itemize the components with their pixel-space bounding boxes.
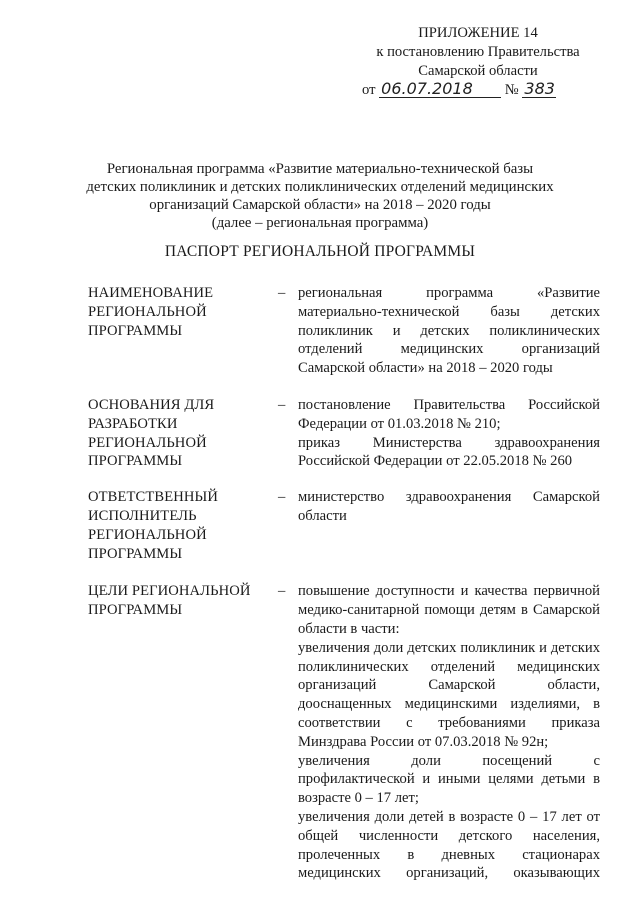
row-dash: – <box>278 583 286 600</box>
appendix-title: ПРИЛОЖЕНИЕ 14 <box>418 25 538 41</box>
passport-row-name <box>88 284 600 378</box>
row-value <box>298 582 600 883</box>
row-label-line: ПРОГРАММЫ <box>88 322 183 339</box>
row-label <box>88 582 278 883</box>
row-label-line: ОТВЕТСТВЕННЫЙ <box>88 489 218 506</box>
row-label-line: РЕГИОНАЛЬНОЙ <box>88 303 207 320</box>
row-label-line: РЕГИОНАЛЬНОЙ <box>88 526 207 543</box>
row-value <box>298 488 600 563</box>
appendix-header <box>358 24 598 100</box>
row-dash: – <box>278 396 286 413</box>
passport-row-goals <box>88 582 600 883</box>
row-paragraph: увеличения доли посещений с профилактической и иными целями детьми в возрасте 0 – 17 лет; <box>298 752 600 807</box>
row-label <box>88 488 278 563</box>
row-label <box>88 396 278 471</box>
appendix-line-1: к постановлению Правительства <box>376 44 580 60</box>
row-label-line: ПРОГРАММЫ <box>88 453 183 470</box>
row-label-line: ПРОГРАММЫ <box>88 545 183 562</box>
row-value <box>298 396 600 471</box>
program-title-line: детских поликлиник и детских поликлинических отделений медицинских <box>86 179 554 195</box>
passport-row-responsible <box>88 488 600 563</box>
date-number-line <box>362 81 598 100</box>
row-paragraph: приказ Министерства здравоохранения Российской Федерации от 22.05.2018 № 260 <box>298 434 600 470</box>
row-label-line: РАЗРАБОТКИ <box>88 415 178 432</box>
row-paragraph: постановление Правительства Российской Федерации от 01.03.2018 № 210; <box>298 396 600 432</box>
row-label-line: ОСНОВАНИЯ ДЛЯ <box>88 396 215 413</box>
row-paragraph: увеличения доли детей в возрасте 0 – 17 лет от общей численности детского населения, пролеченных в дневных стационарах медицинских организаций, оказывающих <box>298 808 600 882</box>
row-label <box>88 284 278 378</box>
passport-row-grounds <box>88 396 600 471</box>
passport-table <box>88 284 600 883</box>
program-title <box>60 160 580 232</box>
handwritten-number: 383 <box>524 79 555 98</box>
passport-heading: ПАСПОРТ РЕГИОНАЛЬНОЙ ПРОГРАММЫ <box>164 243 476 260</box>
program-title-line: организаций Самарской области» на 2018 – 2020 годы <box>149 197 491 213</box>
row-label-line: РЕГИОНАЛЬНОЙ <box>88 434 207 451</box>
handwritten-date: 06.07.2018 <box>379 81 501 98</box>
row-paragraph: министерство здравоохранения Самарской области <box>298 489 600 524</box>
program-title-line: (далее – региональная программа) <box>211 215 429 231</box>
from-label: от <box>362 82 376 98</box>
row-paragraph: увеличения доли детских поликлиник и детских поликлинических отделений медицинских организаций Самарской области, дооснащенных медицинскими изделиями, в соответствии с требованиями приказа Минздрава России от 07.03.2018 № 92н; <box>298 639 600 750</box>
row-dash: – <box>278 489 286 506</box>
number-label: № <box>504 82 519 98</box>
row-label-line: ПРОГРАММЫ <box>88 602 183 619</box>
row-label-line: ИСПОЛНИТЕЛЬ <box>88 507 197 524</box>
appendix-line-2: Самарской области <box>418 63 538 79</box>
row-dash: – <box>278 285 286 301</box>
row-paragraph: повышение доступности и качества первичной медико-санитарной помощи детям в Самарской области в части: <box>298 583 600 637</box>
row-paragraph: региональная программа «Развитие материально-технической базы детских поликлиник и детских поликлинических отделений медицинских организаций Самарской области» на 2018 – 2020 годы <box>298 285 600 377</box>
row-label-line: НАИМЕНОВАНИЕ <box>88 285 214 301</box>
program-title-line: Региональная программа «Развитие материально-технической базы <box>106 161 534 177</box>
row-label-line: ЦЕЛИ РЕГИОНАЛЬНОЙ <box>88 583 251 600</box>
row-value <box>298 284 600 378</box>
